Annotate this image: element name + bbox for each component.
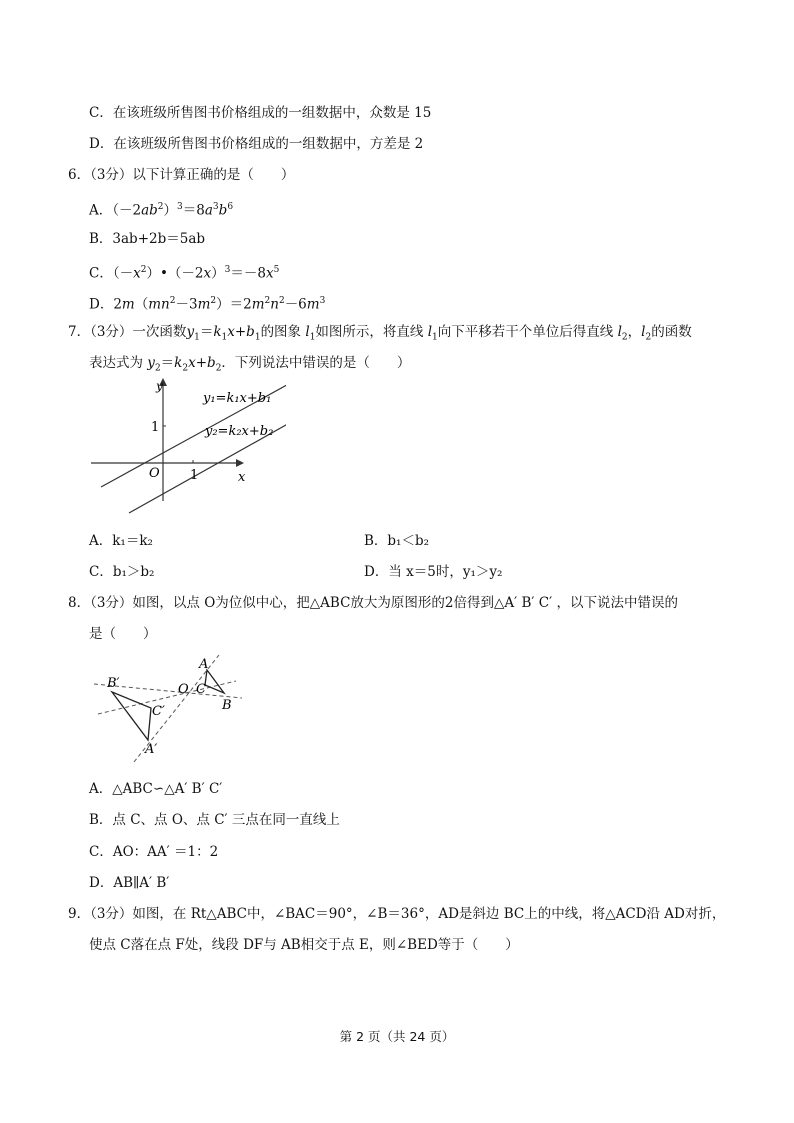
q8-option-c: C．AO：AA′ ＝1：2: [89, 844, 219, 860]
page-footer: 第 2 页（共 24 页）: [339, 1029, 455, 1044]
q8-stem-line1: 8．（3分）如图，以点 O为位似中心，把△ABC放大为原图形的2倍得到△A′ B′ C′ ，以下说法中错误的: [68, 595, 678, 611]
q7-stem-line1: 7．（3分）一次函数$y_1=k_1x+b_1$的图象 $l_1$如图所示，将直线 $l_1$向下平移若干个单位后得直线 $l_2$，$l_2$的函数: [68, 324, 692, 343]
label-b2: B′: [107, 676, 120, 691]
q6-option-d: D．$2m(mn^2-3m^2)=2m^2n^2-6m^3$: [89, 296, 326, 313]
q9-stem-line1: 9．（3分）如图，在 Rt△ABC中，∠BAC＝90°，∠B＝36°，AD是斜边 BC上的中线，将△ACD沿 AD对折，: [68, 906, 726, 922]
q9-stem-line2: 使点 C落在点 F处，线段 DF与 AB相交于点 E，则∠BED等于（ ）: [89, 937, 519, 953]
label-o: O: [178, 682, 189, 697]
q7-stem-line2: 表达式为 $y_2=k_2x+b_2$．下列说法中错误的是（ ）: [89, 355, 411, 374]
q5-option-c: C．在该班级所售图书价格组成的一组数据中，众数是 15: [89, 105, 432, 121]
q6-option-c: C．$(-x^2)•(-2x)^3=-8x^5$: [89, 265, 280, 282]
y-tick-label: 1: [151, 420, 160, 435]
x-axis-label: x: [238, 470, 246, 485]
q6-option-a: A．$(-2ab^2)^3=8a^3b^6$: [89, 202, 234, 219]
label-a2: A′: [145, 742, 158, 757]
origin-label: O: [149, 466, 160, 481]
q7-option-d: D．当 x＝5时，y₁＞y₂: [364, 564, 503, 580]
q7-graph-figure: [86, 376, 286, 516]
q8-option-b: B．点 C、点 O、点 C′ 三点在同一直线上: [89, 812, 340, 828]
x-tick-label: 1: [190, 468, 199, 483]
q8-option-d: D．AB∥A′ B′: [89, 875, 170, 891]
q7-option-a: A．k₁＝k₂: [89, 533, 153, 549]
q8-option-a: A．△ABC∽△A′ B′ C′: [89, 781, 223, 797]
line2-equation-label: y₂=k₂x+b₂: [205, 424, 274, 439]
triangle-a2b2c2: [112, 692, 151, 740]
label-b: B: [222, 698, 232, 713]
q5-option-d: D．在该班级所售图书价格组成的一组数据中，方差是 2: [89, 136, 424, 152]
label-c2: C′: [152, 704, 165, 719]
y-axis-label: y: [156, 379, 163, 393]
q7-option-b: B．b₁＜b₂: [364, 533, 430, 549]
label-c: C: [196, 682, 206, 697]
line1-equation-label: y₁=k₁x+b₁: [203, 391, 272, 406]
label-a: A: [199, 657, 209, 672]
q6-stem: 6．（3分）以下计算正确的是（ ）: [68, 167, 295, 183]
triangle-abc: [205, 670, 224, 693]
q6-option-b: B．3ab+2b＝5ab: [89, 231, 206, 247]
q8-stem-line2: 是（ ）: [89, 626, 157, 642]
q7-option-c: C．b₁＞b₂: [89, 564, 155, 580]
q8-homothety-figure: [90, 652, 250, 768]
